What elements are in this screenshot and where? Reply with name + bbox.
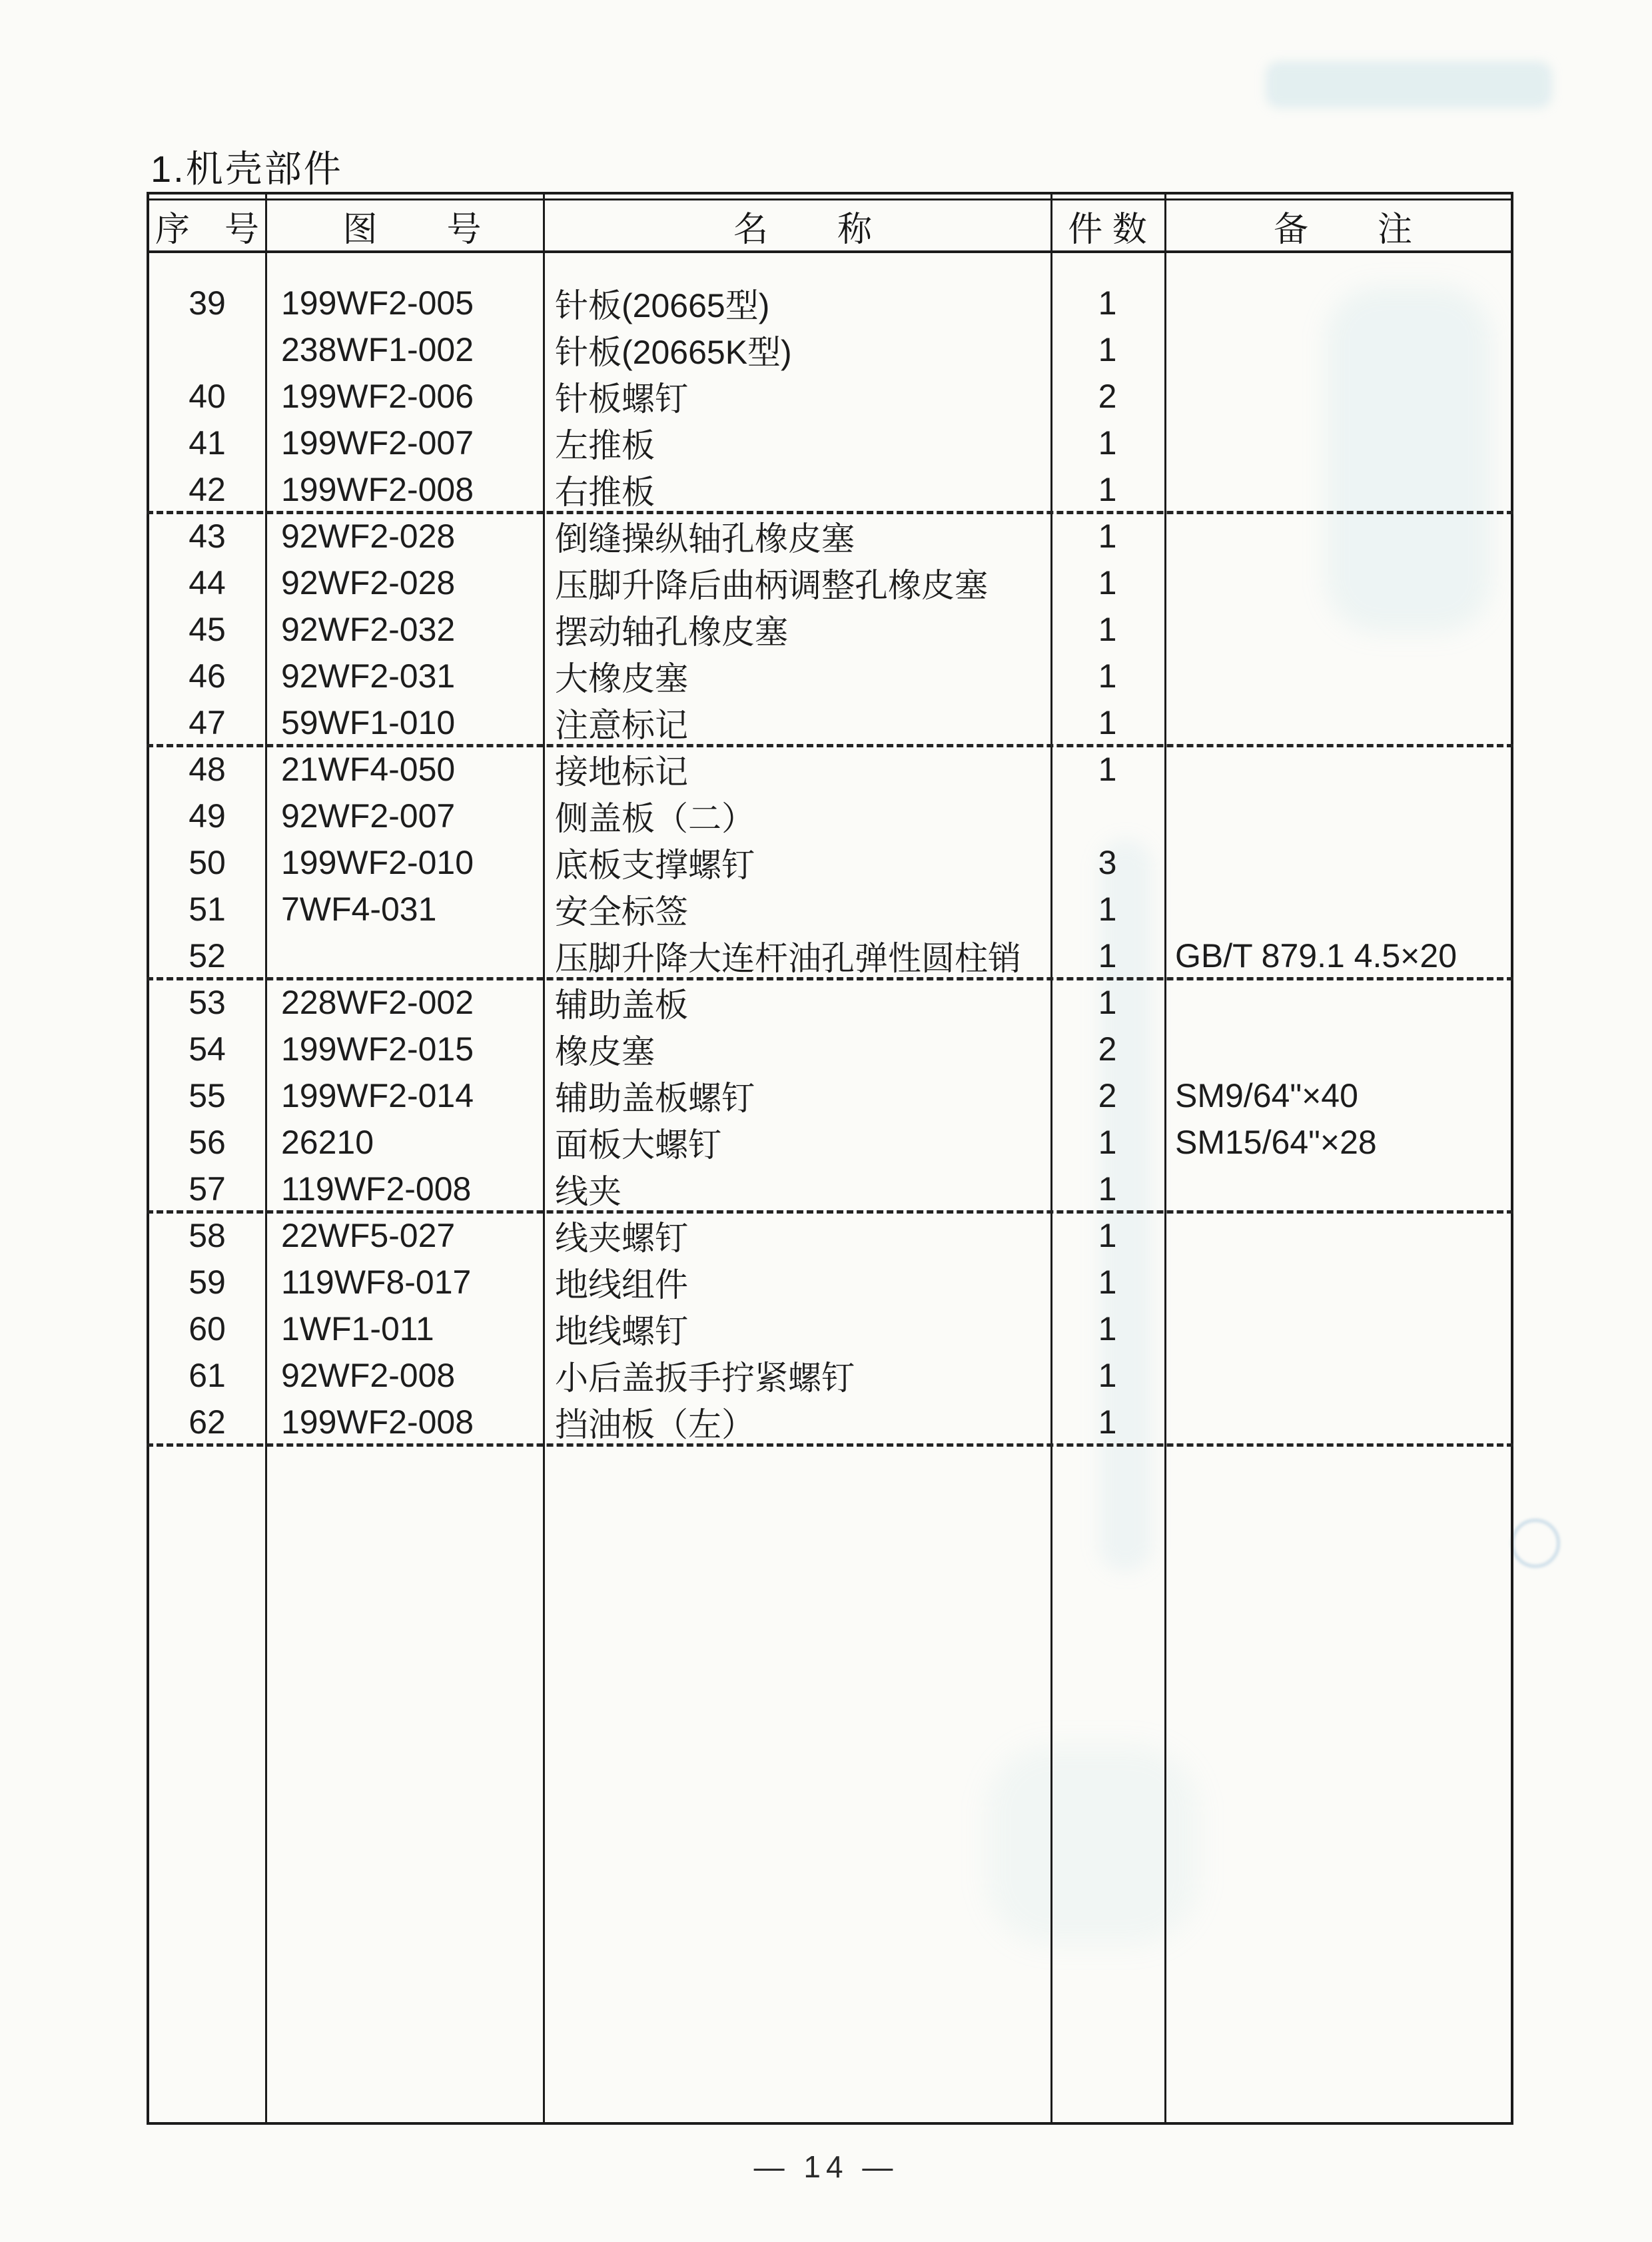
cell-code: 26210 — [281, 1124, 374, 1161]
cell-code: 1WF1-011 — [281, 1310, 434, 1347]
cell-name: 辅助盖板 — [555, 986, 688, 1024]
table-row — [149, 513, 1511, 560]
cell-qty: 1 — [1098, 1264, 1117, 1301]
cell-no: 56 — [189, 1124, 226, 1161]
cell-no: 53 — [189, 984, 226, 1021]
header-name: 名 称 — [733, 210, 872, 249]
scan-artifact — [1511, 1519, 1560, 1568]
cell-no: 55 — [189, 1077, 226, 1114]
cell-qty: 1 — [1098, 1357, 1117, 1394]
cell-no: 48 — [189, 751, 226, 788]
cell-name: 侧盖板（二） — [555, 800, 755, 837]
cell-qty: 1 — [1098, 424, 1117, 462]
header-remark: 备 注 — [1273, 210, 1412, 249]
table-row — [149, 1352, 1511, 1399]
table-row — [149, 933, 1511, 979]
table-row — [149, 1072, 1511, 1119]
header-no: 序 号 — [155, 210, 259, 249]
cell-qty: 3 — [1098, 844, 1117, 881]
cell-name: 摆动轴孔橡皮塞 — [555, 613, 788, 651]
cell-code: 22WF5-027 — [281, 1217, 456, 1254]
cell-code: 228WF2-002 — [281, 984, 474, 1021]
cell-no: 39 — [189, 284, 226, 322]
cell-no: 60 — [189, 1310, 226, 1347]
cell-no: 52 — [189, 937, 226, 974]
cell-remark: GB/T 879.1 4.5×20 — [1175, 937, 1457, 974]
cell-code: 92WF2-007 — [281, 797, 456, 835]
cell-qty: 1 — [1098, 471, 1117, 508]
cell-code: 199WF2-007 — [281, 424, 474, 462]
cell-code: 92WF2-028 — [281, 564, 456, 601]
page-number: — 14 — — [753, 2149, 899, 2184]
cell-name: 倒缝操纵轴孔橡皮塞 — [555, 520, 855, 558]
cell-code: 199WF2-008 — [281, 471, 474, 508]
cell-name: 大橡皮塞 — [555, 660, 688, 697]
cell-code: 238WF1-002 — [281, 331, 474, 368]
cell-qty: 2 — [1098, 1077, 1117, 1114]
cell-qty: 1 — [1098, 1310, 1117, 1347]
table-row — [149, 1259, 1511, 1306]
cell-no: 58 — [189, 1217, 226, 1254]
table-row — [149, 839, 1511, 886]
cell-qty: 1 — [1098, 891, 1117, 928]
cell-code: 59WF1-010 — [281, 704, 456, 741]
cell-qty: 1 — [1098, 1403, 1117, 1441]
parts-table — [147, 192, 1513, 2125]
cell-name: 地线组件 — [555, 1266, 688, 1304]
cell-code: 92WF2-031 — [281, 657, 456, 695]
cell-no: 41 — [189, 424, 226, 462]
cell-code: 21WF4-050 — [281, 751, 456, 788]
cell-no: 59 — [189, 1264, 226, 1301]
cell-no: 51 — [189, 891, 226, 928]
cell-name: 接地标记 — [555, 753, 688, 791]
table-row — [149, 560, 1511, 606]
table-row — [149, 746, 1511, 793]
cell-qty: 2 — [1098, 378, 1117, 415]
cell-qty: 1 — [1098, 284, 1117, 322]
cell-name: 小后盖扳手拧紧螺钉 — [555, 1359, 855, 1397]
cell-qty: 1 — [1098, 331, 1117, 368]
cell-name: 注意标记 — [555, 707, 688, 744]
cell-no: 45 — [189, 611, 226, 648]
cell-qty: 2 — [1098, 1030, 1117, 1068]
table-row — [149, 699, 1511, 746]
section-title: 1.机壳部件 — [151, 148, 343, 190]
cell-no: 44 — [189, 564, 226, 601]
table-row — [149, 1399, 1511, 1445]
cell-name: 挡油板（左） — [555, 1406, 755, 1443]
cell-no: 46 — [189, 657, 226, 695]
cell-code: 199WF2-006 — [281, 378, 474, 415]
table-header-row — [149, 201, 1511, 250]
cell-no: 50 — [189, 844, 226, 881]
cell-no: 40 — [189, 378, 226, 415]
cell-code: 92WF2-008 — [281, 1357, 456, 1394]
cell-no: 49 — [189, 797, 226, 835]
cell-qty: 1 — [1098, 1170, 1117, 1208]
table-row — [149, 653, 1511, 699]
cell-name: 安全标签 — [555, 893, 688, 931]
cell-no: 43 — [189, 518, 226, 555]
cell-no: 62 — [189, 1403, 226, 1441]
scan-artifact — [1266, 61, 1552, 108]
cell-no: 57 — [189, 1170, 226, 1208]
table-row — [149, 1166, 1511, 1212]
table-row — [149, 979, 1511, 1026]
cell-name: 左推板 — [555, 427, 655, 464]
cell-code: 199WF2-005 — [281, 284, 474, 322]
table-body — [149, 253, 1511, 1445]
cell-code: 199WF2-014 — [281, 1077, 474, 1114]
cell-name: 辅助盖板螺钉 — [555, 1080, 755, 1117]
cell-name: 线夹 — [555, 1173, 621, 1210]
cell-code: 7WF4-031 — [281, 891, 437, 928]
cell-name: 线夹螺钉 — [555, 1220, 688, 1257]
cell-code: 199WF2-010 — [281, 844, 474, 881]
table-row — [149, 326, 1511, 373]
cell-code: 119WF8-017 — [281, 1264, 472, 1301]
cell-name: 压脚升降大连杆油孔弹性圆柱销 — [555, 940, 1021, 977]
cell-qty: 1 — [1098, 937, 1117, 974]
cell-qty: 1 — [1098, 657, 1117, 695]
table-row — [149, 1119, 1511, 1166]
cell-code: 92WF2-028 — [281, 518, 456, 555]
table-row — [149, 606, 1511, 653]
table-row — [149, 1212, 1511, 1259]
table-row — [149, 793, 1511, 839]
cell-name: 橡皮塞 — [555, 1033, 655, 1070]
cell-qty: 1 — [1098, 984, 1117, 1021]
table-row — [149, 1306, 1511, 1352]
table-row — [149, 1026, 1511, 1072]
header-qty: 件 数 — [1068, 210, 1147, 249]
cell-qty: 1 — [1098, 564, 1117, 601]
cell-code: 92WF2-032 — [281, 611, 456, 648]
table-row — [149, 280, 1511, 326]
cell-remark: SM15/64"×28 — [1175, 1124, 1377, 1161]
cell-qty: 1 — [1098, 611, 1117, 648]
cell-no: 47 — [189, 704, 226, 741]
cell-name: 右推板 — [555, 474, 655, 511]
cell-qty: 1 — [1098, 1217, 1117, 1254]
cell-code: 199WF2-015 — [281, 1030, 474, 1068]
cell-name: 压脚升降后曲柄调整孔橡皮塞 — [555, 567, 988, 604]
table-row — [149, 373, 1511, 420]
table-row — [149, 886, 1511, 933]
cell-name: 针板螺钉 — [555, 380, 688, 418]
cell-qty: 1 — [1098, 751, 1117, 788]
table-row — [149, 420, 1511, 466]
cell-no: 42 — [189, 471, 226, 508]
cell-no: 61 — [189, 1357, 226, 1394]
cell-qty: 1 — [1098, 704, 1117, 741]
cell-name: 面板大螺钉 — [555, 1126, 721, 1164]
cell-name: 底板支撑螺钉 — [555, 847, 755, 884]
header-code: 图 号 — [342, 210, 482, 249]
cell-remark: SM9/64"×40 — [1175, 1077, 1358, 1114]
table-row — [149, 466, 1511, 513]
cell-code: 199WF2-008 — [281, 1403, 474, 1441]
cell-qty: 1 — [1098, 1124, 1117, 1161]
cell-no: 54 — [189, 1030, 226, 1068]
cell-name: 针板(20665型) — [555, 287, 770, 324]
cell-qty: 1 — [1098, 518, 1117, 555]
cell-name: 地线螺钉 — [555, 1313, 688, 1350]
cell-code: 119WF2-008 — [281, 1170, 472, 1208]
cell-name: 针板(20665K型) — [555, 334, 792, 371]
